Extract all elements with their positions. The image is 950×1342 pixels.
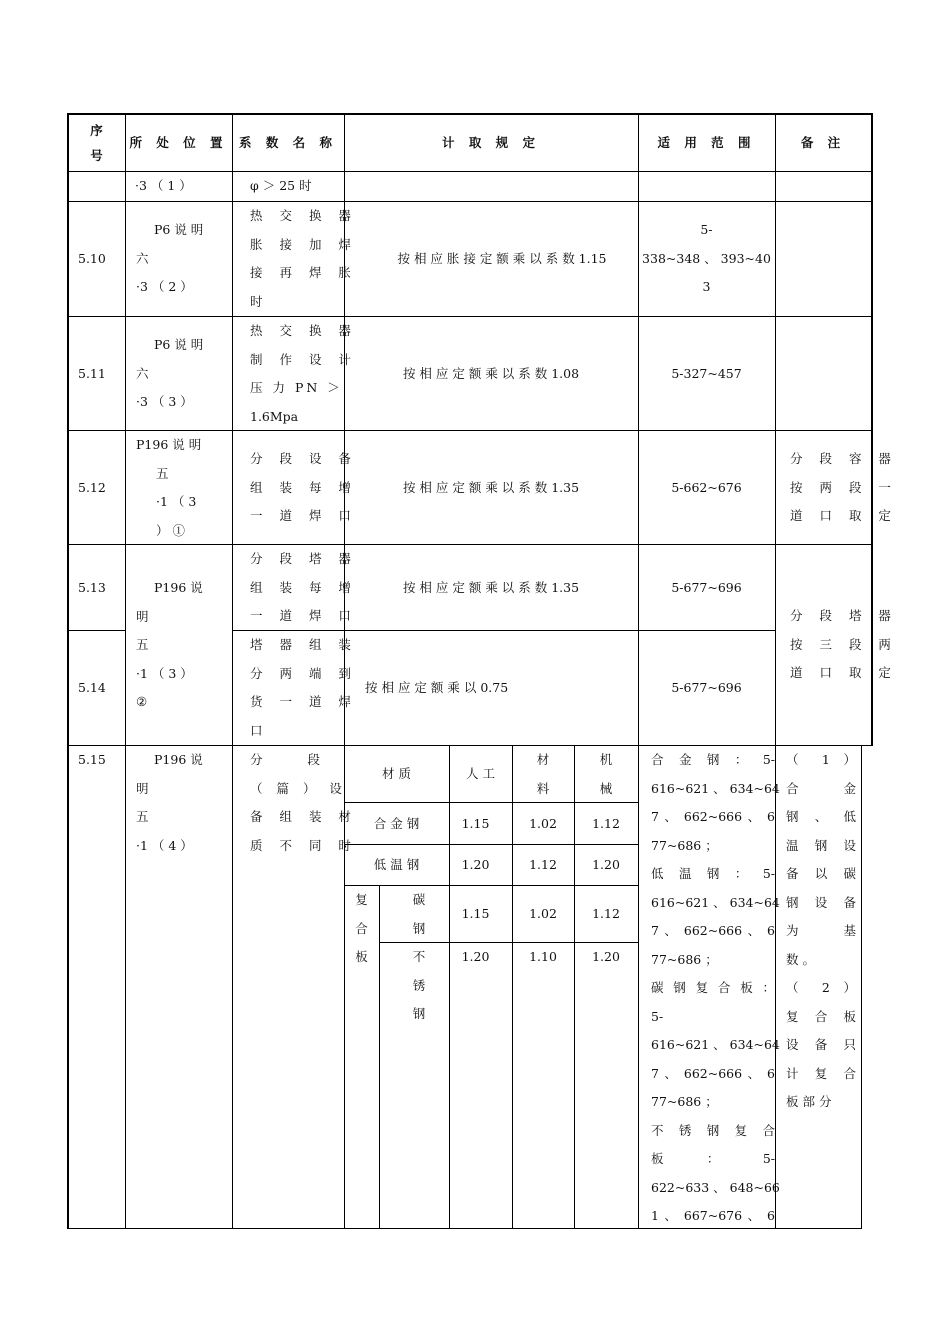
sub-header-labor: 人 工	[466, 766, 495, 781]
row-513-514-position: P196 说 明 五 ·1 （ 3 ） ②	[136, 580, 203, 709]
row-513-coef-name: 分 段 塔 器 组 装 每 增 一 道 焊 口	[250, 551, 358, 623]
row-514-coef-name: 塔 器 组 装 分 两 端 到 货 一 道 焊 口	[250, 637, 358, 738]
sub-row-alloy-material: 合 金 钢	[373, 816, 420, 831]
row-510-position: P6 说 明 六 ·3 （ 2 ）	[136, 222, 204, 294]
sub-header-materials: 材 料	[536, 752, 550, 796]
row-510-coef-name: 热 交 换 器 胀 接 加 焊 接 再 焊 胀 时	[250, 208, 358, 309]
row-513-scope: 5-677~696	[671, 580, 742, 595]
header-scope: 适 用 范 围	[657, 135, 756, 150]
row-513-514-note: 分 段 塔 器 按 三 段 两 道 口 取 定	[790, 608, 898, 680]
row-514-scope: 5-677~696	[671, 680, 742, 695]
header-seq: 序 号	[90, 123, 103, 163]
col-line-2	[232, 114, 233, 1229]
row-512-seq: 5.12	[78, 480, 106, 495]
row-514-rule: 按 相 应 定 额 乘 以 0.75	[365, 680, 509, 695]
row-511-scope: 5-327~457	[671, 366, 742, 381]
col-line-5	[775, 114, 776, 1229]
sub-composite-stainless-materials: 1.10	[529, 949, 557, 964]
row-512-note: 分 段 容 器 按 两 段 一 道 口 取 定	[790, 451, 898, 523]
sub-composite-carbon-materials: 1.02	[529, 906, 557, 921]
sub-header-machine: 机 械	[599, 752, 613, 796]
sub-row-lowtemp-labor: 1.20	[461, 857, 490, 872]
header-position: 所 处 位 置	[129, 135, 228, 150]
sub-composite-carbon-kind: 碳 钢	[412, 892, 426, 936]
row-510-scope: 5- 338~348 、 393~40 3	[642, 222, 771, 294]
sub-composite-carbon-machine: 1.12	[592, 906, 620, 921]
cont-coef-name: φ ＞ 25 时	[250, 178, 312, 193]
row-510-rule: 按 相 应 胀 接 定 额 乘 以 系 数 1.15	[397, 251, 607, 266]
cont-position: ·3 （ 1 ）	[135, 178, 192, 193]
sub-row-alloy-labor: 1.15	[461, 816, 490, 831]
col-line-1	[125, 114, 126, 1229]
row-510-seq: 5.10	[78, 251, 106, 266]
row-514-seq: 5.14	[78, 680, 106, 695]
row-515-scope: 合 金 钢 ： 5- 616~621 、 634~64 7 、 662~666 、 6 77~686 ； 低 温 钢 ： 5- 616~621 、 634~64 7 、 662~666 、 6 77~686 ； 碳 钢 复 合 板 ： 5- 616~621 、 634~64 7 、 662~666 、 6 77~686 ； 不 锈 钢 复 合 板 ： 5- 622~633 、 648~66 1 、 667~676 、 6	[651, 752, 780, 1223]
sub-composite-stainless-labor: 1.20	[461, 949, 490, 964]
row-512-position: P196 说 明 五 ·1 （ 3 ） ①	[136, 437, 202, 538]
row-512-scope: 5-662~676	[671, 480, 742, 495]
table-border-right-lower	[861, 745, 862, 1229]
sub-row-lowtemp-machine: 1.20	[592, 857, 620, 872]
row-513-seq: 5.13	[78, 580, 106, 595]
sub-composite-label: 复 合 板	[355, 892, 368, 964]
header-coef-name: 系 数 名 称	[238, 135, 338, 150]
sub-composite-carbon-labor: 1.15	[461, 906, 490, 921]
row-511-seq: 5.11	[78, 366, 106, 381]
row-512-coef-name: 分 段 设 备 组 装 每 增 一 道 焊 口	[250, 451, 358, 523]
row-515-coef-name: 分 段 （ 篇 ） 设 备 组 装 材 质 不 同 时	[250, 752, 358, 853]
sub-row-alloy-machine: 1.12	[592, 816, 620, 831]
row-515-note: （ 1 ） 合 金 钢 、 低 温 钢 设 备 以 碳 钢 设 备 为 基 数 。 （ 2 ） 复 合 板 设 备 只 计 复 合 板 部 分	[786, 752, 856, 1109]
header-note: 备 注	[800, 135, 846, 150]
sub-composite-stainless-machine: 1.20	[592, 949, 620, 964]
table-border-left	[67, 113, 69, 1229]
row-512-rule: 按 相 应 定 额 乘 以 系 数 1.35	[402, 480, 580, 495]
row-511-position: P6 说 明 六 ·3 （ 3 ）	[136, 337, 204, 409]
row-513-rule: 按 相 应 定 额 乘 以 系 数 1.35	[402, 580, 580, 595]
sub-row-lowtemp-materials: 1.12	[529, 857, 557, 872]
row-515-seq: 5.15	[78, 752, 106, 767]
sub-header-material: 材 质	[382, 766, 411, 781]
row-515-position: P196 说 明 五 ·1 （ 4 ）	[136, 752, 203, 853]
sub-row-lowtemp-material: 低 温 钢	[373, 857, 420, 872]
sub-row-alloy-materials: 1.02	[529, 816, 557, 831]
sub-composite-stainless-kind: 不 锈 钢	[412, 949, 426, 1021]
row-511-coef-name: 热 交 换 器 制 作 设 计 压 力 PN ＞ 1.6Mpa	[250, 323, 358, 424]
row-511-rule: 按 相 应 定 额 乘 以 系 数 1.08	[402, 366, 580, 381]
header-rule: 计 取 规 定	[441, 135, 541, 150]
